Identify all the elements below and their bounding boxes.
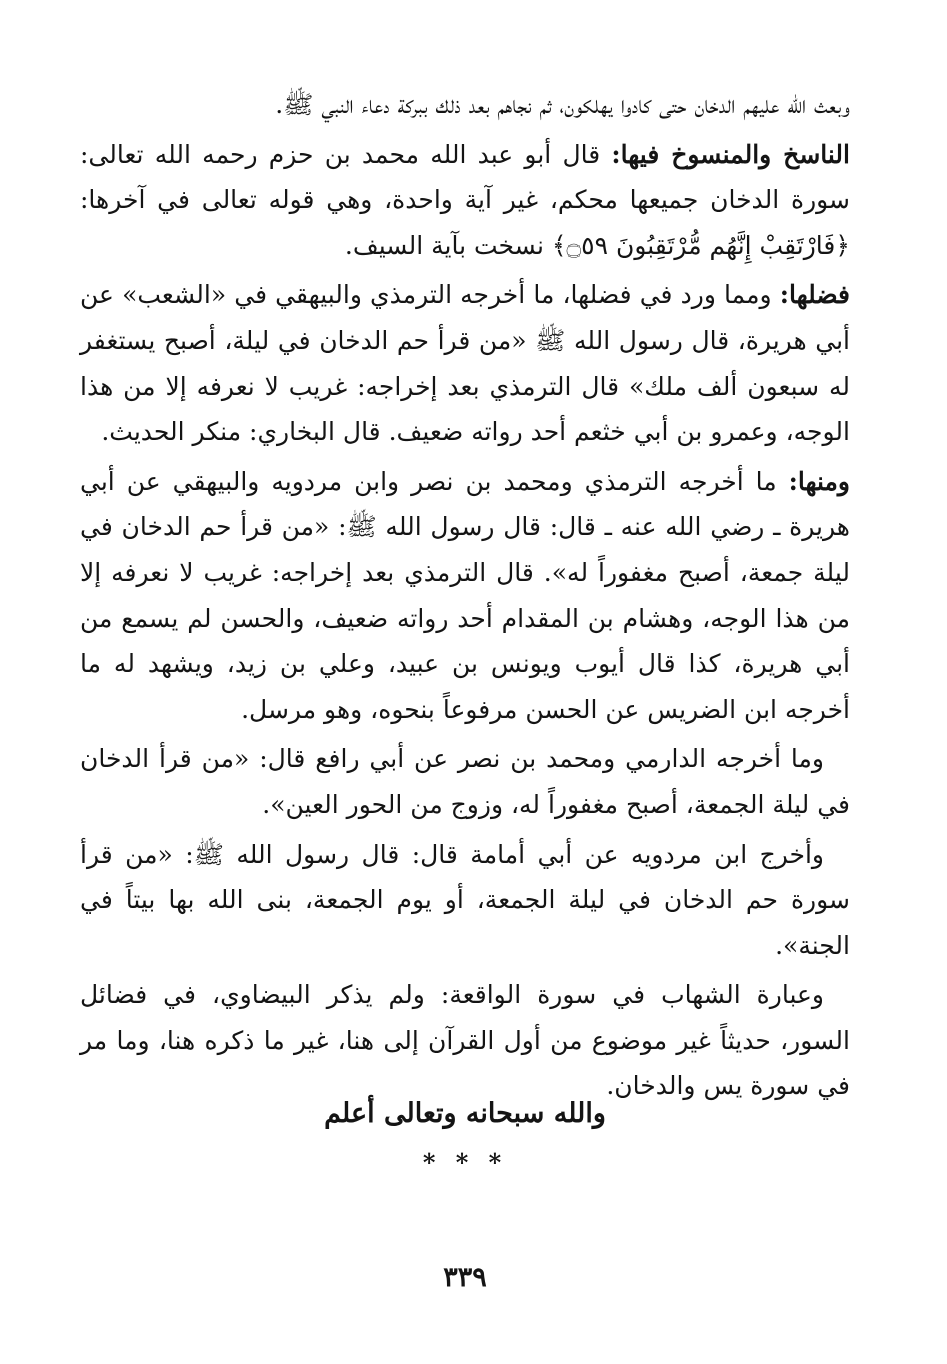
paragraph-among-them [80, 459, 850, 733]
paragraph-ibn-marduyah [80, 832, 850, 969]
paragraph-lead: فضلها: [779, 280, 850, 310]
paragraph-darimi [80, 736, 850, 827]
section-separator: * * * [422, 1148, 508, 1177]
paragraph-virtues [80, 272, 850, 454]
paragraph-text: ومما ورد في فضلها، ما أخرجه الترمذي والبيهقي في «الشعب» عن أبي هريرة، قال رسول الله ﷺ «من قرأ حم الدخان في ليلة، أصبح يستغفر له سبعون ألف ملك» قال الترمذي بعد إخراجه: غريب لا نعرفه إلا من هذا الوجه، وعمرو بن أبي خثعم أحد رواته ضعيف. قال البخاري: منكر الحديث. [80, 280, 850, 447]
paragraph-text: قال أبو عبد الله محمد بن حزم رحمه الله تعالى: سورة الدخان جميعها محكم، غير آية واحدة، وهي قوله تعالى في آخرها: ﴿فَارْتَقِبْ إِنَّهُم مُّرْتَقِبُونَ ۝٥٩﴾ نسخت بآية السيف. [80, 139, 850, 260]
page-body [80, 82, 850, 1109]
paragraph-shihab [80, 972, 850, 1109]
paragraph-text: وعبارة الشهاب في سورة الواقعة: ولم يذكر البيضاوي، في فضائل السور، حديثاً غير موضوع من أول القرآن إلى هنا، غير ما ذكره هنا، وما مر في سورة يس والدخان. [80, 980, 850, 1101]
page-number: ٣٣٩ [443, 1262, 487, 1293]
paragraph-text: ما أخرجه الترمذي ومحمد بن نصر وابن مردويه والبيهقي عن أبي هريرة ـ رضي الله عنه ـ قال: قال رسول الله ﷺ: «من قرأ حم الدخان في ليلة جمعة، أصبح مغفوراً له». قال الترمذي بعد إخراجه: غريب لا نعرفه إلا من هذا الوجه، وهشام بن المقدام أحد رواته ضعيف، والحسن لم يسمع من أبي هريرة، كذا قال أيوب ويونس بن عبيد، وعلي بن زيد، ويشهد له ما أخرجه ابن الضريس عن الحسن مرفوعاً بنحوه، وهو مرسل. [80, 466, 850, 724]
paragraph-abrogation [80, 132, 850, 269]
paragraph-lead: الناسخ والمنسوخ فيها: [611, 139, 850, 169]
paragraph-text: وما أخرجه الدارمي ومحمد بن نصر عن أبي رافع قال: «من قرأ الدخان في ليلة الجمعة، أصبح مغفوراً له، وزوج من الحور العين». [80, 744, 850, 819]
paragraph-intro [80, 82, 850, 128]
paragraph-text: وبعث الله عليهم الدخان حتى كادوا يهلكون، ثم نجاهم بعد ذلك ببركة دعاء النبي ﷺ. [275, 90, 850, 119]
paragraph-lead: ومنها: [788, 466, 850, 496]
closing-phrase: والله سبحانه وتعالى أعلم [324, 1098, 606, 1129]
paragraph-text: وأخرج ابن مردويه عن أبي أمامة قال: قال رسول الله ﷺ: «من قرأ سورة حم الدخان في ليلة الجمعة، أو يوم الجمعة، بنى الله بها بيتاً في الجنة». [80, 839, 850, 960]
